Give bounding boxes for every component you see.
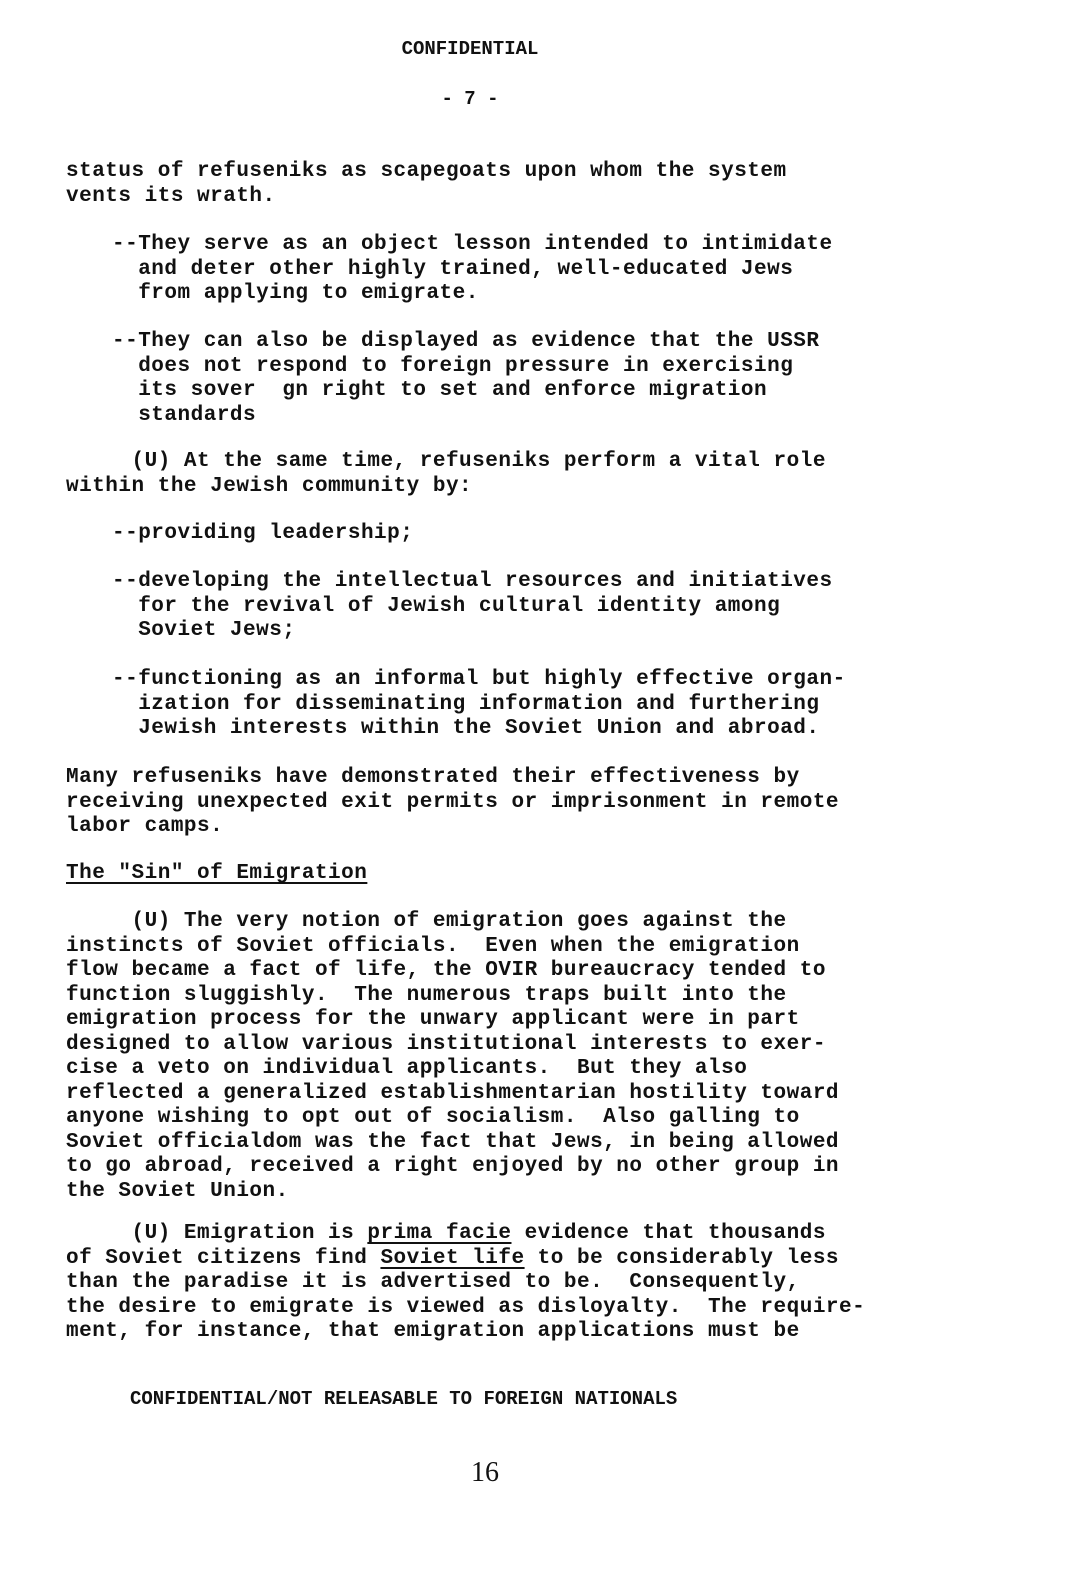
intro-paragraph	[66, 160, 787, 209]
text-line: cise a veto on individual applicants. But they also	[66, 1057, 748, 1080]
text-line: the desire to emigrate is viewed as disloyalty. The require-	[66, 1295, 866, 1319]
text-line: the Soviet Union.	[66, 1179, 289, 1203]
text-line: Soviet Jews;	[112, 619, 296, 642]
bullet-informal-organization	[112, 668, 846, 742]
text-line: designed to allow various institutional interests to exer-	[66, 1032, 826, 1056]
text-line: within the Jewish community by:	[66, 474, 473, 498]
paragraph-vital-role	[66, 450, 826, 499]
text-line: vents its wrath.	[66, 184, 276, 208]
text-line: Many refuseniks have demonstrated their effectiveness by	[66, 766, 800, 789]
text-line: than the paradise it is advertised to be. Consequently,	[66, 1271, 800, 1294]
paragraph-notion-of-emigration	[66, 910, 839, 1204]
text-line: Jewish interests within the Soviet Union and abroad.	[112, 717, 820, 740]
text-line: and deter other highly trained, well-educated Jews	[112, 257, 794, 281]
section-heading	[66, 862, 367, 887]
text-line: --They can also be displayed as evidence that the USSR	[112, 330, 820, 353]
bullet-object-lesson	[112, 233, 833, 307]
text-line: status of refuseniks as scapegoats upon whom the system	[66, 160, 787, 183]
text-line: labor camps.	[66, 815, 224, 838]
text-line: --developing the intellectual resources and initiatives	[112, 570, 833, 593]
text-line: --They serve as an object lesson intended to intimidate	[112, 233, 833, 256]
text-segment: of Soviet citizens find	[66, 1246, 381, 1270]
paragraph-prima-facie	[66, 1222, 865, 1345]
text-line: Soviet officialdom was the fact that Jews, in being allowed	[66, 1130, 840, 1154]
text-line: ization for disseminating information and furthering	[112, 692, 820, 716]
page-marker: - 7 -	[441, 88, 499, 110]
text-line: emigration process for the unwary applicant were in part	[66, 1008, 800, 1031]
text-line: to go abroad, received a right enjoyed by no other group in	[66, 1155, 840, 1178]
text-line: (U) At the same time, refuseniks perform a vital role	[66, 450, 826, 473]
text-line: --functioning as an informal but highly effective organ-	[112, 668, 846, 691]
section-heading-text: The "Sin" of Emigration	[66, 862, 368, 885]
text-line: --providing leadership;	[112, 522, 414, 545]
text-line: anyone wishing to opt out of socialism. Also galling to	[66, 1106, 800, 1129]
text-line: reflected a generalized establishmentarian hostility toward	[66, 1081, 840, 1105]
text-line: from applying to emigrate.	[112, 282, 479, 305]
text-line: flow became a fact of life, the OVIR bureaucracy tended to	[66, 959, 826, 982]
text-segment: evidence that thousands	[511, 1222, 826, 1245]
text-line: its sover gn right to set and enforce migration	[112, 379, 768, 402]
text-line: does not respond to foreign pressure in exercising	[112, 354, 794, 378]
bullet-foreign-pressure	[112, 330, 820, 428]
bullet-leadership	[112, 522, 413, 547]
bullet-intellectual-resources	[112, 570, 833, 644]
text-line: function sluggishly. The numerous traps built into the	[66, 983, 787, 1007]
underlined-phrase: Soviet life	[380, 1246, 525, 1270]
paragraph-effectiveness	[66, 766, 839, 840]
text-line	[66, 1247, 865, 1272]
text-line: for the revival of Jewish cultural identity among	[112, 594, 781, 618]
text-line: (U) The very notion of emigration goes against the	[66, 910, 787, 933]
text-segment: to be considerably less	[524, 1246, 840, 1270]
text-line: ment, for instance, that emigration applications must be	[66, 1320, 800, 1343]
page-number: 16	[471, 1457, 499, 1488]
underlined-phrase: prima facie	[367, 1222, 512, 1245]
text-line	[66, 1222, 865, 1247]
text-line: instincts of Soviet officials. Even when the emigration	[66, 934, 800, 958]
text-line: receiving unexpected exit permits or imprisonment in remote	[66, 790, 840, 814]
classification-header: CONFIDENTIAL	[401, 38, 539, 60]
text-line: standards	[112, 403, 257, 427]
release-marking-footer: CONFIDENTIAL/NOT RELEASABLE TO FOREIGN NATIONALS	[130, 1388, 678, 1410]
text-segment: (U) Emigration is	[66, 1222, 368, 1245]
